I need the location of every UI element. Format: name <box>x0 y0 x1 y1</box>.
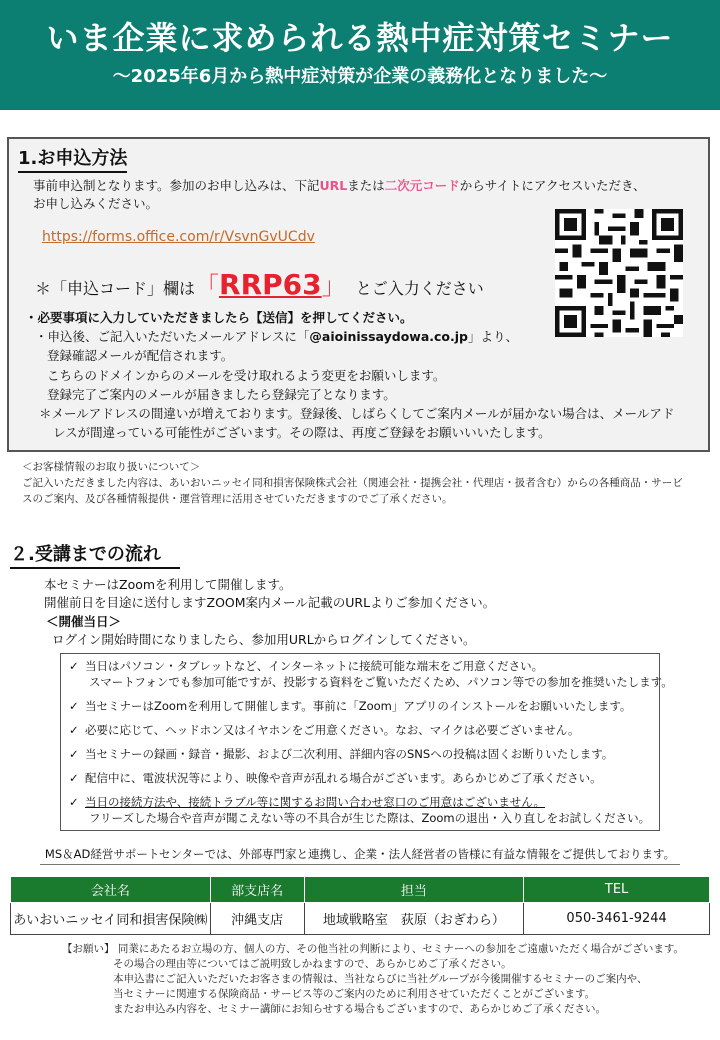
qr-code-icon[interactable] <box>555 209 683 337</box>
branch-cell: 沖縄支店 <box>210 903 304 935</box>
notice-line1 <box>62 942 684 957</box>
page-subtitle: ～2025年6月から熱中症対策が企業の義務化となりました～ <box>112 66 608 87</box>
check-icon: ✓ <box>69 771 79 785</box>
column-header: 会社名 <box>11 877 211 903</box>
contact-table <box>10 876 710 935</box>
checklist-item <box>69 698 631 714</box>
checklist-item <box>69 658 673 690</box>
code-suffix: とご入力ください <box>355 279 484 298</box>
checklist-text: 当日の接続方法や、接続トラブル等に関するお問い合わせ窓口のご用意はございません。 <box>85 795 545 809</box>
page-header <box>0 0 720 110</box>
privacy-line1: ご記入いただきました内容は、あいおいニッセイ同和損害保険株式会社（関連会社・提携会社・代理店・扱者含む）からの各種商品・サービ <box>22 477 683 489</box>
after-apply-line3: こちらのドメインからのメールを受け取れるよう変更をお願いします。 <box>47 368 446 383</box>
checklist-box <box>60 653 673 831</box>
table-header-row <box>11 877 710 903</box>
checklist-text: 当セミナーの録画・録音・撮影、および二次利用、詳細内容のSNSへの投稿は固くお断りいたします。 <box>85 747 614 761</box>
notice-line3: 本申込書にご記入いただいたお客さまの情報は、当社ならびに当社グループが今後開催するセミナーのご案内や、 <box>113 973 648 985</box>
apply-intro <box>33 177 646 195</box>
checklist-item <box>69 746 613 762</box>
submit-instruction: ・必要事項に入力していただきましたら【送信】を押してください。 <box>25 310 413 325</box>
checklist-text-cont: フリーズした場合や音声が聞こえない等の不具合が生じた際は、Zoomの退出・入り直しをお試しください。 <box>89 811 651 825</box>
checklist-text-cont: スマートフォンでも参加可能ですが、投影する資料をご覧いただくため、パソコン等での参加を推奨いたします。 <box>89 675 673 689</box>
flow-line1: 本セミナーはZoomを利用して開催します。 <box>44 577 292 592</box>
checklist-text: 配信中に、電波状況等により、映像や音声が乱れる場合がございます。あらかじめご了承ください。 <box>85 771 602 785</box>
check-icon: ✓ <box>69 723 79 737</box>
divider <box>40 864 680 865</box>
code-bracket-open: 「 <box>195 272 220 300</box>
qr-highlight: 二次元コード <box>384 178 460 193</box>
apply-section <box>7 137 710 452</box>
after-apply-text: ・申込後、ご記入いただいたメールアドレスに「 <box>35 329 310 344</box>
checklist-item <box>69 770 602 786</box>
notice-label: 【お願い】 <box>62 943 115 955</box>
url-highlight: URL <box>319 178 348 193</box>
support-center-note: MS＆AD経営サポートセンターでは、外部専門家と連携し、企業・法人経営者の皆様に有益な情報をご提供しております。 <box>44 847 676 861</box>
column-header: 担当 <box>304 877 524 903</box>
email-note-line1: ＊メールアドレスの間違いが増えております。登録後、しばらくしてご案内メールが届かない場合は、メールアド <box>39 406 675 421</box>
check-icon: ✓ <box>69 747 79 761</box>
event-day-line: ログイン開始時間になりましたら、参加用URLからログインしてください。 <box>52 632 476 647</box>
after-apply-line2: 登録確認メールが配信されます。 <box>47 348 234 363</box>
check-icon: ✓ <box>69 659 79 673</box>
after-apply-line1 <box>35 328 518 346</box>
notice-line5: またお申込み内容を、セミナー講師にお知らせする場合もございますので、あらかじめご了承ください。 <box>113 1003 606 1015</box>
application-form-link[interactable]: https://forms.office.com/r/VsvnGvUCdv <box>42 229 315 245</box>
privacy-heading: ＜お客様情報のお取り扱いについて＞ <box>22 461 201 473</box>
company-cell: あいおいニッセイ同和損害保険㈱ <box>11 903 211 935</box>
code-prefix: ＊「申込コード」欄は <box>35 279 196 298</box>
notice-text: 同業にあたるお立場の方、個人の方、その他当社の判断により、セミナーへの参加をご遠慮いただく場合がございます。 <box>117 943 685 955</box>
privacy-line2: スのご案内、及び各種情報提供・運営管理に活用させていただきますのでご了承ください。 <box>22 493 453 505</box>
column-header: 部支店名 <box>210 877 304 903</box>
checklist-text: 当日はパソコン・タブレットなど、インターネットに接続可能な端末をご用意ください。 <box>85 659 544 673</box>
column-header: TEL <box>524 877 710 903</box>
flow-heading: ２.受講までの流れ <box>10 543 180 569</box>
flow-line2: 開催前日を目途に送付しますZOOM案内メール記載のURLよりご参加ください。 <box>44 595 496 610</box>
apply-intro-text: 事前申込制となります。参加のお申し込みは、下記 <box>33 178 320 193</box>
checklist-item <box>69 794 650 826</box>
application-code-line <box>35 267 484 307</box>
notice-line4: 当セミナーに関連する保険商品・サービス等のご案内のために利用させていただくことがございます。 <box>113 988 596 1000</box>
check-icon: ✓ <box>69 795 79 809</box>
checklist-item <box>69 722 580 738</box>
code-bracket-close: 」 <box>321 272 346 300</box>
apply-intro-text: からサイトにアクセスいただき、 <box>459 178 646 193</box>
after-apply-text: 」より、 <box>468 329 519 344</box>
page-title: いま企業に求められる熱中症対策セミナー <box>46 19 674 57</box>
contact-person-cell: 地域戦略室 荻原（おぎわら） <box>304 903 524 935</box>
email-domain: @aioinissaydowa.co.jp <box>309 329 468 344</box>
apply-intro-text: または <box>347 178 385 193</box>
apply-heading: 1.お申込方法 <box>18 147 127 173</box>
event-day-heading: ＜開催当日＞ <box>46 614 122 629</box>
email-note-line2: レスが間違っている可能性がございます。その際は、再度ご登録をお願いいいたします。 <box>53 425 551 440</box>
checklist-text: 必要に応じて、ヘッドホン又はイヤホンをご用意ください。なお、マイクは必要ございません。 <box>85 723 580 737</box>
phone-cell[interactable]: 050-3461-9244 <box>524 903 710 935</box>
application-code: RRP63 <box>219 268 322 301</box>
apply-intro-line2: お申し込みください。 <box>33 196 159 211</box>
checklist-text: 当セミナーはZoomを利用して開催します。事前に「Zoom」アプリのインストールをお願いいたします。 <box>85 699 632 713</box>
after-apply-line4: 登録完了ご案内のメールが届きましたら登録完了となります。 <box>47 387 396 402</box>
table-row <box>11 903 710 935</box>
notice-line2: その場合の理由等についてはご説明致しかねますので、あらかじめご了承ください。 <box>113 958 512 970</box>
check-icon: ✓ <box>69 699 79 713</box>
